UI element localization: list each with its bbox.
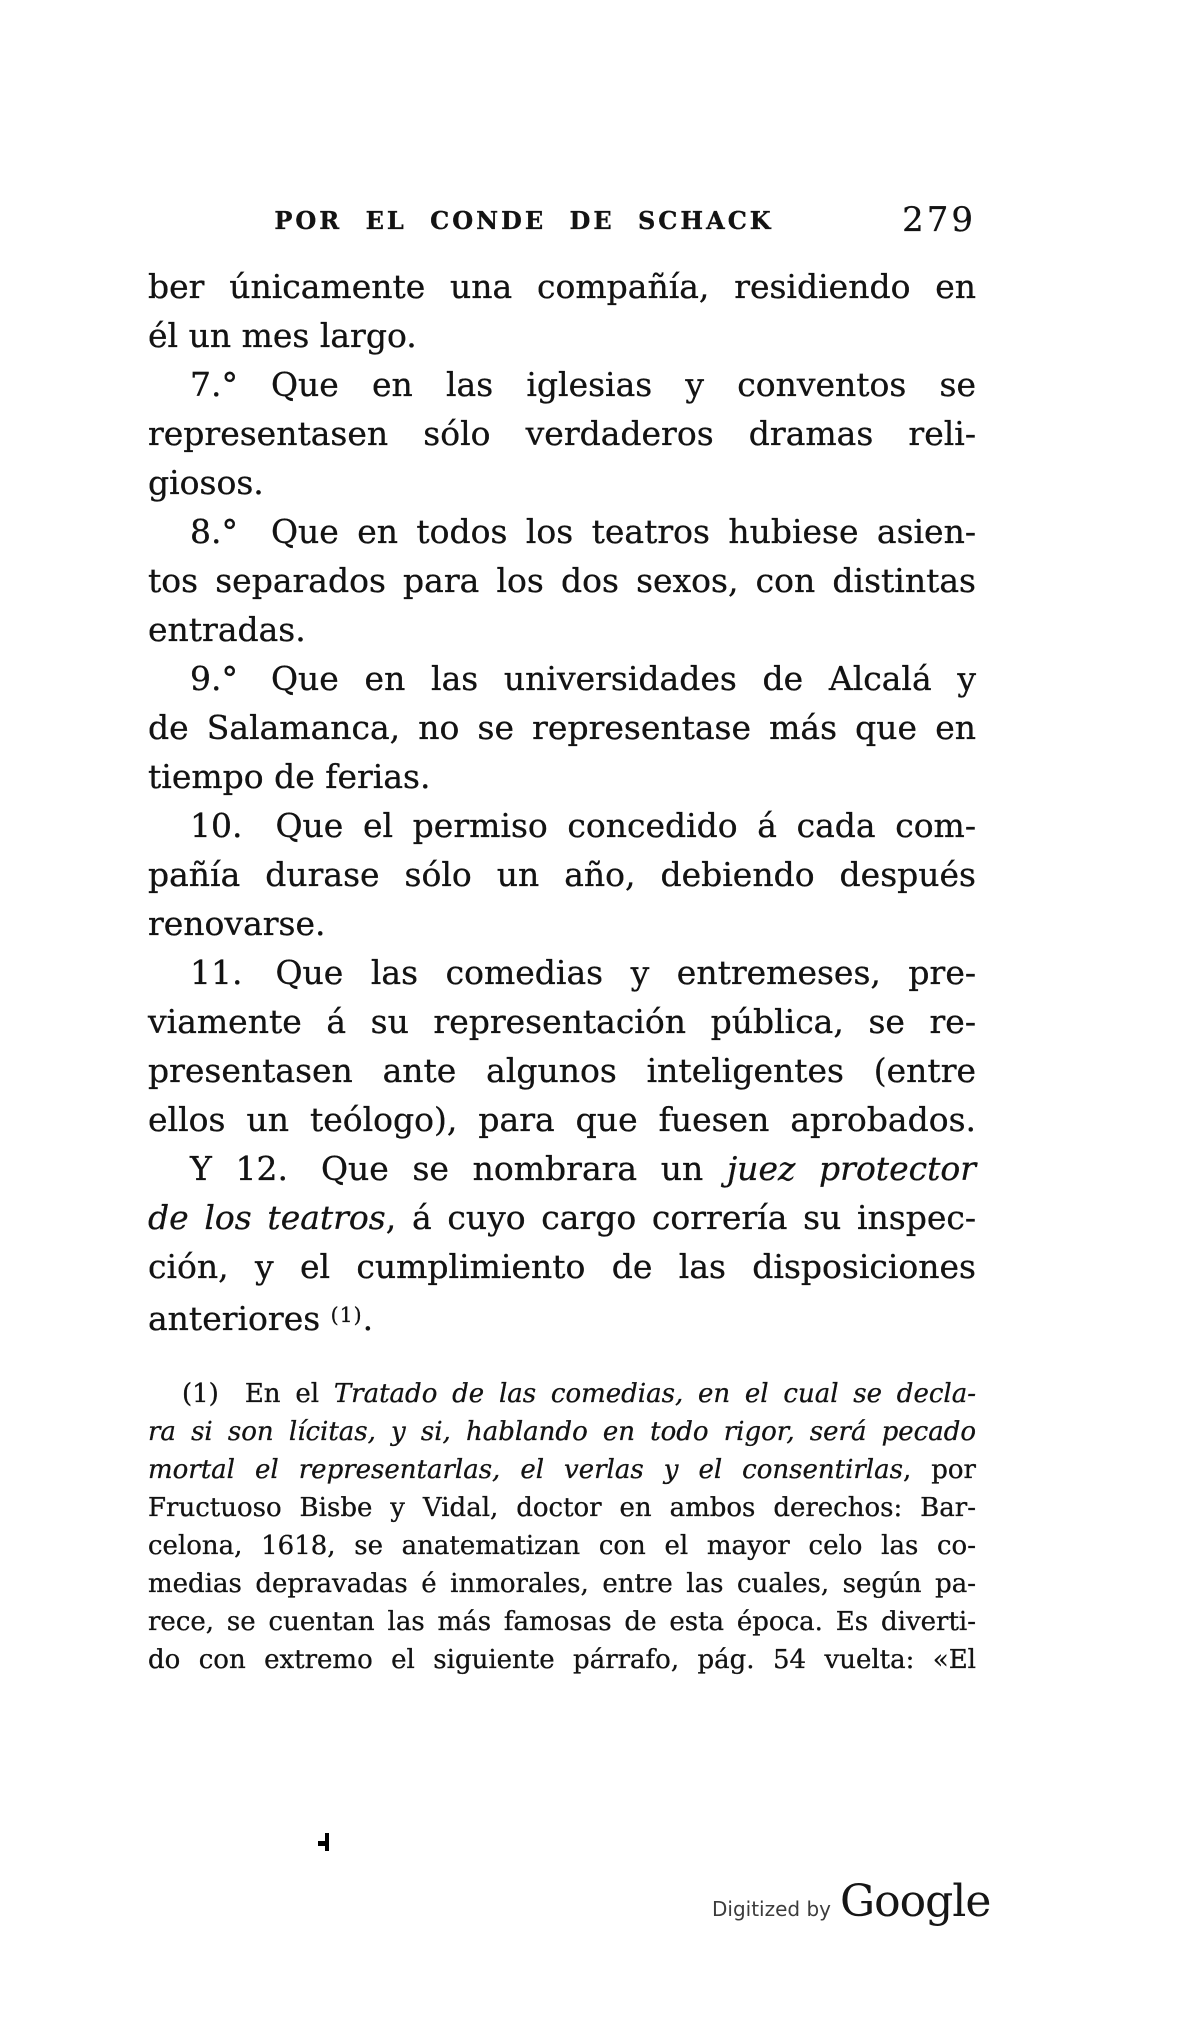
text-segment: tos separados para los dos sexos, con distintas bbox=[148, 561, 976, 600]
italic-text-segment: de los teatros bbox=[148, 1198, 386, 1237]
text-line bbox=[148, 1095, 976, 1144]
footnote-text bbox=[148, 1375, 976, 1679]
body-text bbox=[148, 262, 976, 1343]
text-line bbox=[148, 262, 976, 311]
text-line bbox=[148, 409, 976, 458]
text-line bbox=[148, 1565, 976, 1603]
text-segment: Fructuoso Bisbe y Vidal, doctor en ambos derechos: Bar- bbox=[148, 1493, 976, 1523]
text-line bbox=[148, 1193, 976, 1242]
text-segment: pañía durase sólo un año, debiendo después bbox=[148, 855, 976, 894]
text-segment: renovarse. bbox=[148, 904, 326, 943]
italic-text-segment: juez protector bbox=[726, 1149, 976, 1188]
text-line bbox=[148, 1603, 976, 1641]
text-line bbox=[148, 654, 976, 703]
text-segment: celona, 1618, se anatematizan con el mayor celo las co- bbox=[148, 1531, 976, 1561]
text-line bbox=[148, 507, 976, 556]
text-segment: , á cuyo cargo correría su inspec- bbox=[385, 1198, 977, 1237]
text-line bbox=[148, 899, 976, 948]
text-segment: do con extremo el siguiente párrafo, pág. 54 vuelta: «El bbox=[148, 1645, 976, 1675]
text-segment: , por bbox=[902, 1455, 976, 1485]
text-line bbox=[148, 1413, 976, 1451]
text-segment: 7.° Que en las iglesias y conventos se bbox=[190, 365, 976, 404]
text-line bbox=[148, 1046, 976, 1095]
text-segment: 8.° Que en todos los teatros hubiese asien- bbox=[190, 512, 976, 551]
text-line bbox=[148, 1291, 976, 1343]
text-segment: . bbox=[362, 1298, 374, 1338]
text-segment: Y 12. Que se nombrara un bbox=[190, 1149, 727, 1188]
text-segment: 11. Que las comedias y entremeses, pre- bbox=[190, 953, 976, 992]
page-header bbox=[148, 200, 976, 252]
text-segment: medias depravadas é inmorales, entre las cuales, según pa- bbox=[148, 1569, 976, 1599]
text-segment: ción, y el cumplimiento de las disposiciones bbox=[148, 1247, 976, 1286]
watermark-prefix: Digitized by bbox=[712, 1897, 831, 1921]
text-segment: 10. Que el permiso concedido á cada com- bbox=[190, 806, 976, 845]
text-line bbox=[148, 1527, 976, 1565]
running-header-title: POR EL CONDE DE SCHACK bbox=[274, 206, 774, 235]
text-segment: (1) bbox=[330, 1303, 363, 1327]
text-line bbox=[148, 948, 976, 997]
text-line bbox=[148, 1451, 976, 1489]
text-line bbox=[148, 850, 976, 899]
text-line bbox=[148, 801, 976, 850]
text-segment: entradas. bbox=[148, 610, 306, 649]
google-logo: Google bbox=[840, 1876, 991, 1927]
ink-smudge-horizontal-stroke bbox=[318, 1841, 326, 1846]
text-segment: anteriores bbox=[148, 1298, 331, 1338]
italic-text-segment: mortal el representarlas, el verlas y el consentirlas bbox=[148, 1455, 903, 1485]
digitized-by-google-watermark bbox=[712, 1876, 990, 1927]
ink-smudge-mark bbox=[318, 1833, 329, 1851]
text-line bbox=[148, 605, 976, 654]
text-line bbox=[148, 703, 976, 752]
text-segment: giosos. bbox=[148, 463, 264, 502]
italic-text-segment: ra si son lícitas, y si, hablando en todo rigor, será pecado bbox=[148, 1417, 976, 1447]
text-segment: ellos un teólogo), para que fuesen aprobados. bbox=[148, 1100, 976, 1139]
text-segment: presentasen ante algunos inteligentes (entre bbox=[148, 1051, 976, 1090]
text-segment: 9.° Que en las universidades de Alcalá y bbox=[190, 659, 976, 698]
page-number: 279 bbox=[902, 200, 976, 240]
text-segment: (1) En el bbox=[182, 1379, 334, 1409]
text-segment: viamente á su representación pública, se re- bbox=[148, 1002, 976, 1041]
text-segment: rece, se cuentan las más famosas de esta época. Es diverti- bbox=[148, 1607, 976, 1637]
text-line bbox=[148, 1242, 976, 1291]
text-line bbox=[148, 458, 976, 507]
text-segment: ber únicamente una compañía, residiendo en bbox=[148, 267, 976, 306]
text-segment: él un mes largo. bbox=[148, 316, 417, 355]
text-segment: representasen sólo verdaderos dramas reli- bbox=[148, 414, 976, 453]
text-line bbox=[148, 311, 976, 360]
text-line bbox=[148, 1144, 976, 1193]
text-segment: de Salamanca, no se representase más que en bbox=[148, 708, 976, 747]
text-line bbox=[148, 1375, 976, 1413]
text-segment: tiempo de ferias. bbox=[148, 757, 431, 796]
text-line bbox=[148, 360, 976, 409]
text-line bbox=[148, 752, 976, 801]
text-line bbox=[148, 556, 976, 605]
italic-text-segment: Tratado de las comedias, en el cual se decla- bbox=[333, 1379, 976, 1409]
text-line bbox=[148, 1489, 976, 1527]
text-line bbox=[148, 997, 976, 1046]
text-line bbox=[148, 1641, 976, 1679]
